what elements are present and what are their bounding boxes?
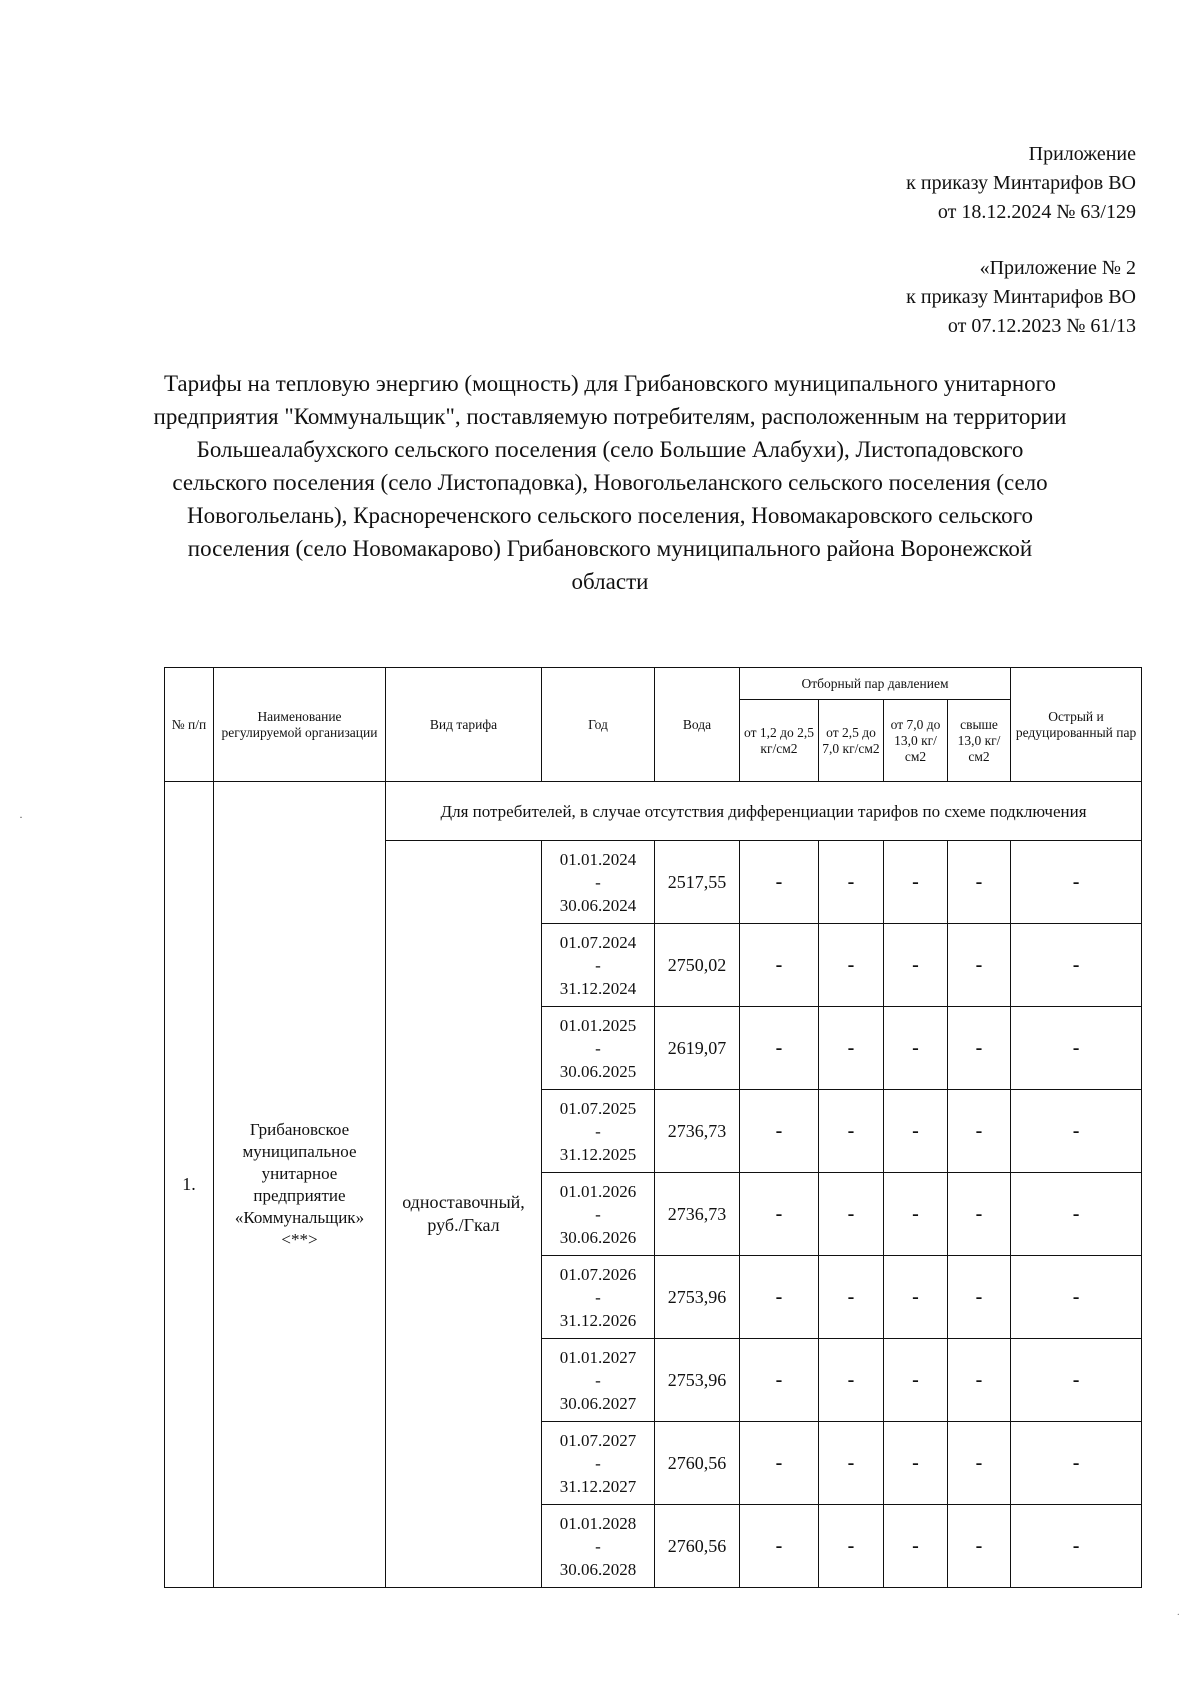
period-end: 31.12.2025 <box>559 1144 637 1164</box>
steam-4-value: - <box>948 1173 1011 1256</box>
sharp-steam-value: - <box>1011 1007 1142 1090</box>
steam-4-value: - <box>948 1007 1011 1090</box>
period-cell <box>542 1256 655 1339</box>
period-cell <box>542 1090 655 1173</box>
period-end: 31.12.2024 <box>559 978 637 998</box>
appendix-reference-2 <box>906 254 1136 341</box>
sharp-steam-value: - <box>1011 841 1142 924</box>
steam-2-value: - <box>819 1339 884 1422</box>
steam-2-value: - <box>819 1256 884 1339</box>
period-end: 31.12.2027 <box>559 1476 637 1496</box>
period-sep: - <box>595 955 601 975</box>
steam-3-value: - <box>884 1505 948 1588</box>
steam-3-value: - <box>884 1256 948 1339</box>
header-tariff-type: Вид тарифа <box>386 668 542 782</box>
group-row <box>165 782 1142 841</box>
period-cell <box>542 841 655 924</box>
steam-1-value: - <box>740 1256 819 1339</box>
steam-1-value: - <box>740 1505 819 1588</box>
period-cell <box>542 1173 655 1256</box>
period-sep: - <box>595 1121 601 1141</box>
water-tariff-value: 2753,96 <box>655 1339 740 1422</box>
period-start: 01.01.2027 <box>559 1347 637 1367</box>
steam-2-value: - <box>819 924 884 1007</box>
consumer-group-label: Для потребителей, в случае отсутствия дифференциации тарифов по схеме подключения <box>386 782 1142 841</box>
water-tariff-value: 2517,55 <box>655 841 740 924</box>
water-tariff-value: 2760,56 <box>655 1422 740 1505</box>
header-num: № п/п <box>165 668 214 782</box>
appendix-line: от 18.12.2024 № 63/129 <box>937 201 1136 223</box>
period-sep: - <box>595 1370 601 1390</box>
steam-3-value: - <box>884 841 948 924</box>
steam-1-value: - <box>740 1422 819 1505</box>
sharp-steam-value: - <box>1011 1339 1142 1422</box>
header-year: Год <box>542 668 655 782</box>
steam-1-value: - <box>740 1090 819 1173</box>
period-end: 31.12.2026 <box>559 1310 637 1330</box>
period-start: 01.01.2024 <box>559 849 637 869</box>
period-end: 30.06.2025 <box>559 1061 637 1081</box>
period-start: 01.01.2025 <box>559 1015 637 1035</box>
steam-3-value: - <box>884 1090 948 1173</box>
steam-3-value: - <box>884 1007 948 1090</box>
period-end: 30.06.2026 <box>559 1227 637 1247</box>
steam-4-value: - <box>948 924 1011 1007</box>
period-cell <box>542 1007 655 1090</box>
period-sep: - <box>595 1536 601 1556</box>
period-start: 01.01.2028 <box>559 1513 637 1533</box>
steam-2-value: - <box>819 1422 884 1505</box>
period-cell <box>542 924 655 1007</box>
period-start: 01.01.2026 <box>559 1181 637 1201</box>
scan-artifact-mark: · <box>19 810 23 824</box>
period-cell <box>542 1339 655 1422</box>
period-start: 01.07.2027 <box>559 1430 637 1450</box>
row-number: 1. <box>165 782 214 1588</box>
steam-3-value: - <box>884 924 948 1007</box>
water-tariff-value: 2736,73 <box>655 1090 740 1173</box>
sharp-steam-value: - <box>1011 1505 1142 1588</box>
period-sep: - <box>595 1038 601 1058</box>
period-start: 01.07.2024 <box>559 932 637 952</box>
water-tariff-value: 2750,02 <box>655 924 740 1007</box>
sharp-steam-value: - <box>1011 1422 1142 1505</box>
period-sep: - <box>595 1453 601 1473</box>
water-tariff-value: 2619,07 <box>655 1007 740 1090</box>
header-steam-group: Отборный пар давлением <box>740 668 1011 700</box>
sharp-steam-value: - <box>1011 924 1142 1007</box>
header-steam-1: от 1,2 до 2,5 кг/см2 <box>740 700 819 782</box>
header-organization: Наименование регулируемой организации <box>214 668 386 782</box>
steam-3-value: - <box>884 1422 948 1505</box>
steam-1-value: - <box>740 1339 819 1422</box>
tariff-type: одноставочный, руб./Гкал <box>386 841 542 1588</box>
appendix-line: «Приложение № 2 <box>979 257 1136 279</box>
header-steam-2: от 2,5 до 7,0 кг/см2 <box>819 700 884 782</box>
tariff-table <box>164 667 1142 1588</box>
steam-2-value: - <box>819 1173 884 1256</box>
header-water: Вода <box>655 668 740 782</box>
organization-name: Грибановское муниципальное унитарное предприятие «Коммунальщик» <**> <box>214 782 386 1588</box>
period-sep: - <box>595 1287 601 1307</box>
steam-4-value: - <box>948 1422 1011 1505</box>
header-sharp-steam: Острый и редуцированный пар <box>1011 668 1142 782</box>
steam-4-value: - <box>948 1339 1011 1422</box>
steam-4-value: - <box>948 841 1011 924</box>
steam-2-value: - <box>819 1505 884 1588</box>
header-steam-4: свыше 13,0 кг/см2 <box>948 700 1011 782</box>
period-sep: - <box>595 872 601 892</box>
steam-2-value: - <box>819 841 884 924</box>
period-end: 30.06.2028 <box>559 1559 637 1579</box>
period-sep: - <box>595 1204 601 1224</box>
appendix-line: от 07.12.2023 № 61/13 <box>947 315 1136 337</box>
appendix-line: к приказу Минтарифов ВО <box>906 286 1136 308</box>
sharp-steam-value: - <box>1011 1173 1142 1256</box>
period-start: 01.07.2025 <box>559 1098 637 1118</box>
steam-4-value: - <box>948 1505 1011 1588</box>
period-end: 30.06.2027 <box>559 1393 637 1413</box>
scan-artifact-mark-bottom: · <box>1176 1610 1180 1621</box>
water-tariff-value: 2736,73 <box>655 1173 740 1256</box>
steam-3-value: - <box>884 1339 948 1422</box>
period-cell <box>542 1422 655 1505</box>
steam-1-value: - <box>740 1173 819 1256</box>
period-start: 01.07.2026 <box>559 1264 637 1284</box>
appendix-reference-1 <box>906 140 1136 227</box>
water-tariff-value: 2753,96 <box>655 1256 740 1339</box>
table-body <box>165 782 1142 1588</box>
header-steam-3: от 7,0 до 13,0 кг/см2 <box>884 700 948 782</box>
steam-4-value: - <box>948 1090 1011 1173</box>
document-title: Тарифы на тепловую энергию (мощность) для Грибановского муниципального унитарного предприятия "Коммунальщик", поставляемую потребителям, расположенным на территории Большеалабухского сельского поселения (село Большие Алабухи), Листопадовского сельского поселения (село Листопадовка), Новогольеланского сельского поселения (село Новогольелань), Краснореченского сельского поселения, Новомакаровского сельского поселения (село Новомакарово) Грибановского муниципального района Воронежской области <box>153 371 1067 594</box>
water-tariff-value: 2760,56 <box>655 1505 740 1588</box>
steam-3-value: - <box>884 1173 948 1256</box>
steam-1-value: - <box>740 1007 819 1090</box>
appendix-line: к приказу Минтарифов ВО <box>906 172 1136 194</box>
period-cell <box>542 1505 655 1588</box>
steam-1-value: - <box>740 841 819 924</box>
sharp-steam-value: - <box>1011 1090 1142 1173</box>
steam-2-value: - <box>819 1090 884 1173</box>
steam-2-value: - <box>819 1007 884 1090</box>
steam-4-value: - <box>948 1256 1011 1339</box>
period-end: 30.06.2024 <box>559 895 637 915</box>
steam-1-value: - <box>740 924 819 1007</box>
sharp-steam-value: - <box>1011 1256 1142 1339</box>
appendix-line: Приложение <box>1028 143 1136 165</box>
